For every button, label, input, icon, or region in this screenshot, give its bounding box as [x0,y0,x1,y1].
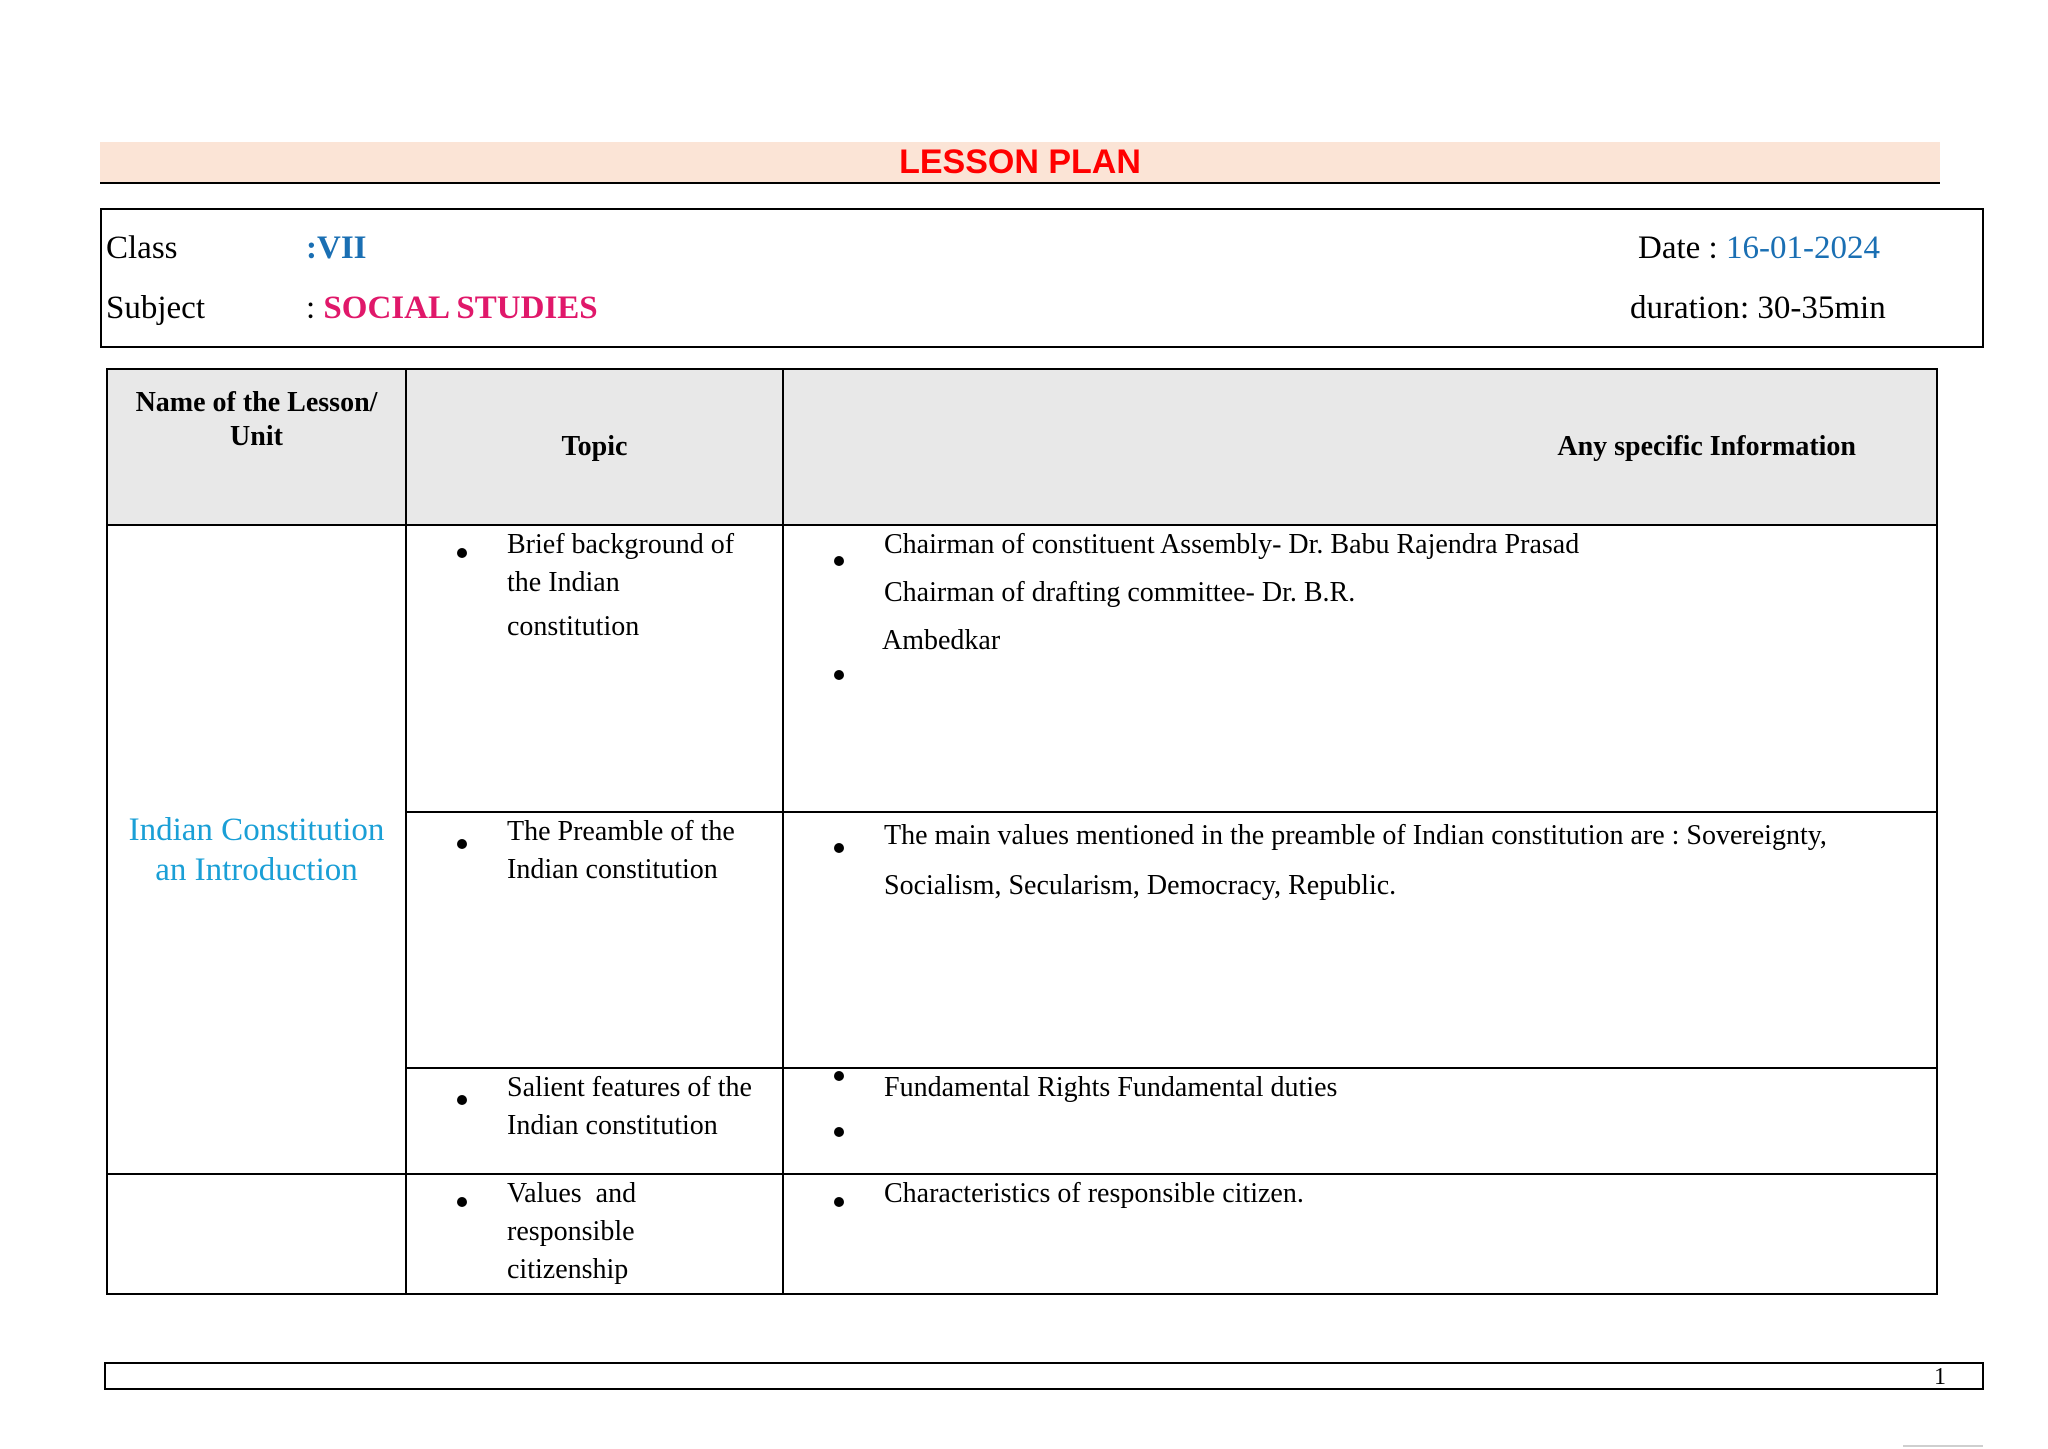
subject-value-wrap [306,290,598,327]
header-lesson-line1: Name of the Lesson/ [135,387,378,418]
class-label: Class [106,230,178,266]
date-value: 16-01-2024 [1725,230,1880,266]
topic-line: Indian constitution [507,1110,718,1141]
date-wrap [1638,230,1880,267]
lesson-name-cell [107,525,406,1174]
header-lesson [107,369,406,525]
info-line: Chairman of drafting committee- Dr. B.R. [884,577,1356,608]
topic-line: Salient features of the [507,1072,752,1103]
class-info-box [100,208,1984,348]
info-cell [783,1174,1937,1294]
table-row [107,525,1937,812]
duration: duration: 30-35min [1630,290,1886,326]
topic-item [407,813,782,889]
header-topic: Topic [406,369,783,525]
lesson-name-line2: an Introduction [155,851,358,888]
topic-cell [406,1068,783,1174]
class-value: :VII [306,230,367,266]
page-footer [104,1362,1984,1390]
info-cell [783,525,1937,812]
info-line: Chairman of constituent Assembly- Dr. Babu Rajendra Prasad [884,529,1580,560]
topic-item [407,1175,782,1289]
info-line: Fundamental Rights Fundamental duties [884,1072,1338,1103]
info-item [784,526,1936,660]
subject-colon: : [306,290,324,326]
bullet-icon [834,843,844,853]
page-title: LESSON PLAN [899,142,1141,181]
topic-line: Values and [507,1178,637,1209]
info-item [784,1069,1936,1107]
topic-cell [406,1174,783,1294]
bullet-icon [834,1071,844,1081]
topic-line: Indian constitution [507,854,718,885]
table-row [107,1174,1937,1294]
date-label: Date : [1638,230,1726,266]
lesson-plan-table [106,368,1938,1295]
topic-item [407,526,782,646]
info-cell [783,1068,1937,1174]
bullet-icon [457,1197,467,1207]
info-line: Characteristics of responsible citizen. [884,1178,1304,1209]
subject-label: Subject [106,290,205,326]
bullet-icon [834,1197,844,1207]
info-line: Ambedkar [882,625,1001,656]
header-lesson-line2: Unit [230,421,283,452]
corner-divider [1903,1445,1983,1447]
bullet-icon [457,839,467,849]
info-item [784,1175,1936,1213]
topic-line: responsible [507,1216,635,1247]
info-cell [783,812,1937,1068]
topic-cell [406,525,783,812]
info-item [784,813,1936,905]
topic-line: constitution [507,611,640,642]
info-line: Socialism, Secularism, Democracy, Republic. [884,870,1397,901]
topic-line: Brief background of [507,529,735,560]
bullet-icon [834,1127,844,1137]
bullet-icon [457,1095,467,1105]
subject-value: SOCIAL STUDIES [323,290,598,326]
bullet-icon [834,556,844,566]
bullet-icon [457,548,467,558]
table-header-row [107,369,1937,525]
page-number: 1 [1934,1364,1946,1390]
title-bar [100,142,1940,184]
topic-line: The Preamble of the [507,816,735,847]
topic-line: citizenship [507,1254,629,1285]
header-info: Any specific Information [783,369,1937,525]
lesson-name-line1: Indian Constitution [128,811,385,848]
topic-item [407,1069,782,1145]
bullet-icon [834,670,844,680]
topic-cell [406,812,783,1068]
lesson-name-cell-empty [107,1174,406,1294]
topic-line: the Indian [507,567,620,598]
info-line: The main values mentioned in the preamble of Indian constitution are : Sovereignty, [884,820,1827,851]
